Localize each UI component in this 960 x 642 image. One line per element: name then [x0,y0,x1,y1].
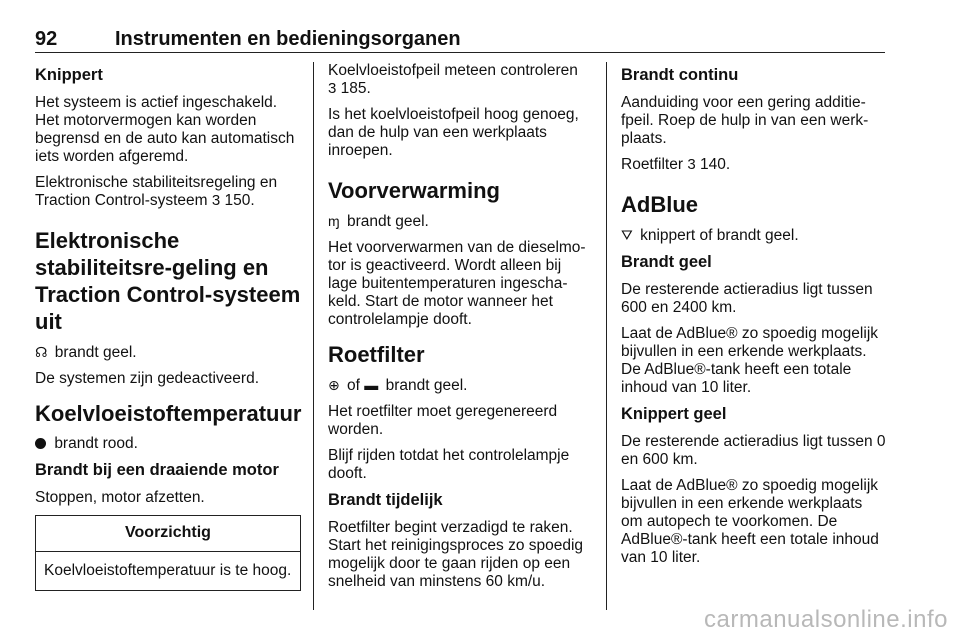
coolant-check [328,62,590,98]
coolant-status-line [35,435,301,453]
temporary-text: Roetfilter begint verzadigd te raken. Start het reinigingsproces zo spoedig mogelijk door te gaan rijden op een snelheid van minstens 60 km/u. [328,519,584,590]
knippert-heading: Knippert [35,66,103,84]
blink-text-2: Laat de AdBlue® zo spoedig mogelijk bijvullen in een erkende werkplaats om autopech te voorkomen. De AdBlue®-tank heeft een totale inhoud van 10 liter. [621,477,879,566]
esc-off-status-line [35,343,301,362]
temporary-heading: Brandt tijdelijk [328,491,443,509]
preheat-status-line [328,212,590,231]
blink-heading: Knippert geel [621,405,727,423]
column-divider [313,62,314,610]
adblue-status-line [621,226,887,245]
running-title: Instrumenten en bedieningsorganen [115,28,461,50]
caution-box [35,515,301,591]
dpf-drive-text: Blijf rijden totdat het controlelampje dooft. [328,447,570,482]
dpf-heading: Roetfilter [328,342,425,367]
running-heading: Brandt bij een draaiende motor [35,461,279,479]
dpf-status-line [328,376,590,395]
page-ref-icon: 3 [687,156,696,173]
blink-text-1: De resterende actieradius ligt tussen 0 en 600 km. [621,433,886,468]
column-1 [35,62,301,591]
dpf-filter-icon: ⊕ [328,377,340,393]
dpf-ref-page: 140. [700,156,731,173]
column-2 [328,62,590,599]
page-ref-icon: 3 [211,192,221,209]
dpf-reference [621,156,887,174]
esc-off-status: brandt geel. [54,344,137,361]
adblue-status: knippert of brandt geel. [640,227,799,244]
coolant-check-text: Koelvloeistofpeil meteen controleren [328,62,578,79]
coolant-heading: Koelvloeistoftemperatuur [35,401,302,426]
esc-ref-page: 150. [224,192,255,209]
coolant-status: brandt rood. [54,435,138,452]
watermark: carmanualsonline.info [704,606,948,633]
column-divider [606,62,607,610]
continuous-text: Aanduiding voor een gering additie-fpeil. Roep de hulp in van een werk-plaats. [621,94,869,147]
preheat-text: Het voorverwarmen van de dieselmo-tor is geactiveerd. Wordt alleen bij lage buitentemperaturen ingescha-keld. Start de motor wanneer het controlelampje dooft. [328,239,586,328]
esc-reference [35,174,301,210]
caution-title: Voorzichtig [36,516,300,552]
adblue-heading: AdBlue [621,192,698,217]
page-number: 92 [35,28,58,50]
coolant-ok-text: Is het koelvloeistofpeil hoog genoeg, dan de hulp van een werkplaats inroepen. [328,106,579,159]
dpf-ref-text: Roetfilter [621,156,684,173]
coolant-check-page: 185. [340,80,371,97]
knippert-text: Het systeem is actief ingeschakeld. Het motorvermogen kan worden begrensd en de auto kan automatisch iets worden afgeremd. [35,94,295,165]
esc-off-heading: Elektronische stabiliteitsre-geling en Traction Control-systeem uit [35,228,301,334]
page-header [35,26,885,53]
preheat-status: brandt geel. [346,213,429,230]
page-ref-icon: 3 [328,80,337,97]
running-text: Stoppen, motor afzetten. [35,489,205,506]
coolant-warning-icon [35,438,46,449]
dpf-of: of [347,377,360,394]
adblue-icon: ⛛ [621,227,633,243]
dpf-text: Het roetfilter moet geregenereerd worden. [328,403,558,438]
preheat-heading: Voorverwarming [328,178,500,203]
continuous-heading: Brandt continu [621,66,739,84]
yellow-text-1: De resterende actieradius ligt tussen 600 en 2400 km. [621,281,873,316]
column-3 [621,62,887,575]
preheat-coil-icon: ɱ [328,213,340,229]
esc-ref-text: Elektronische stabiliteitsregeling en Traction Control-systeem [35,174,278,209]
exhaust-icon: ▬ [364,377,379,393]
yellow-text-2: Laat de AdBlue® zo spoedig mogelijk bijvullen in een erkende werkplaats. De AdBlue®-tank heeft een totale inhoud van 10 liter. [621,325,879,396]
caution-text: Koelvloeistoftemperatuur is te hoog. [44,562,292,579]
yellow-heading: Brandt geel [621,253,712,271]
dpf-status: brandt geel. [385,377,468,394]
esc-off-text: De systemen zijn gedeactiveerd. [35,370,260,387]
esc-off-icon: ☊ [35,344,48,360]
